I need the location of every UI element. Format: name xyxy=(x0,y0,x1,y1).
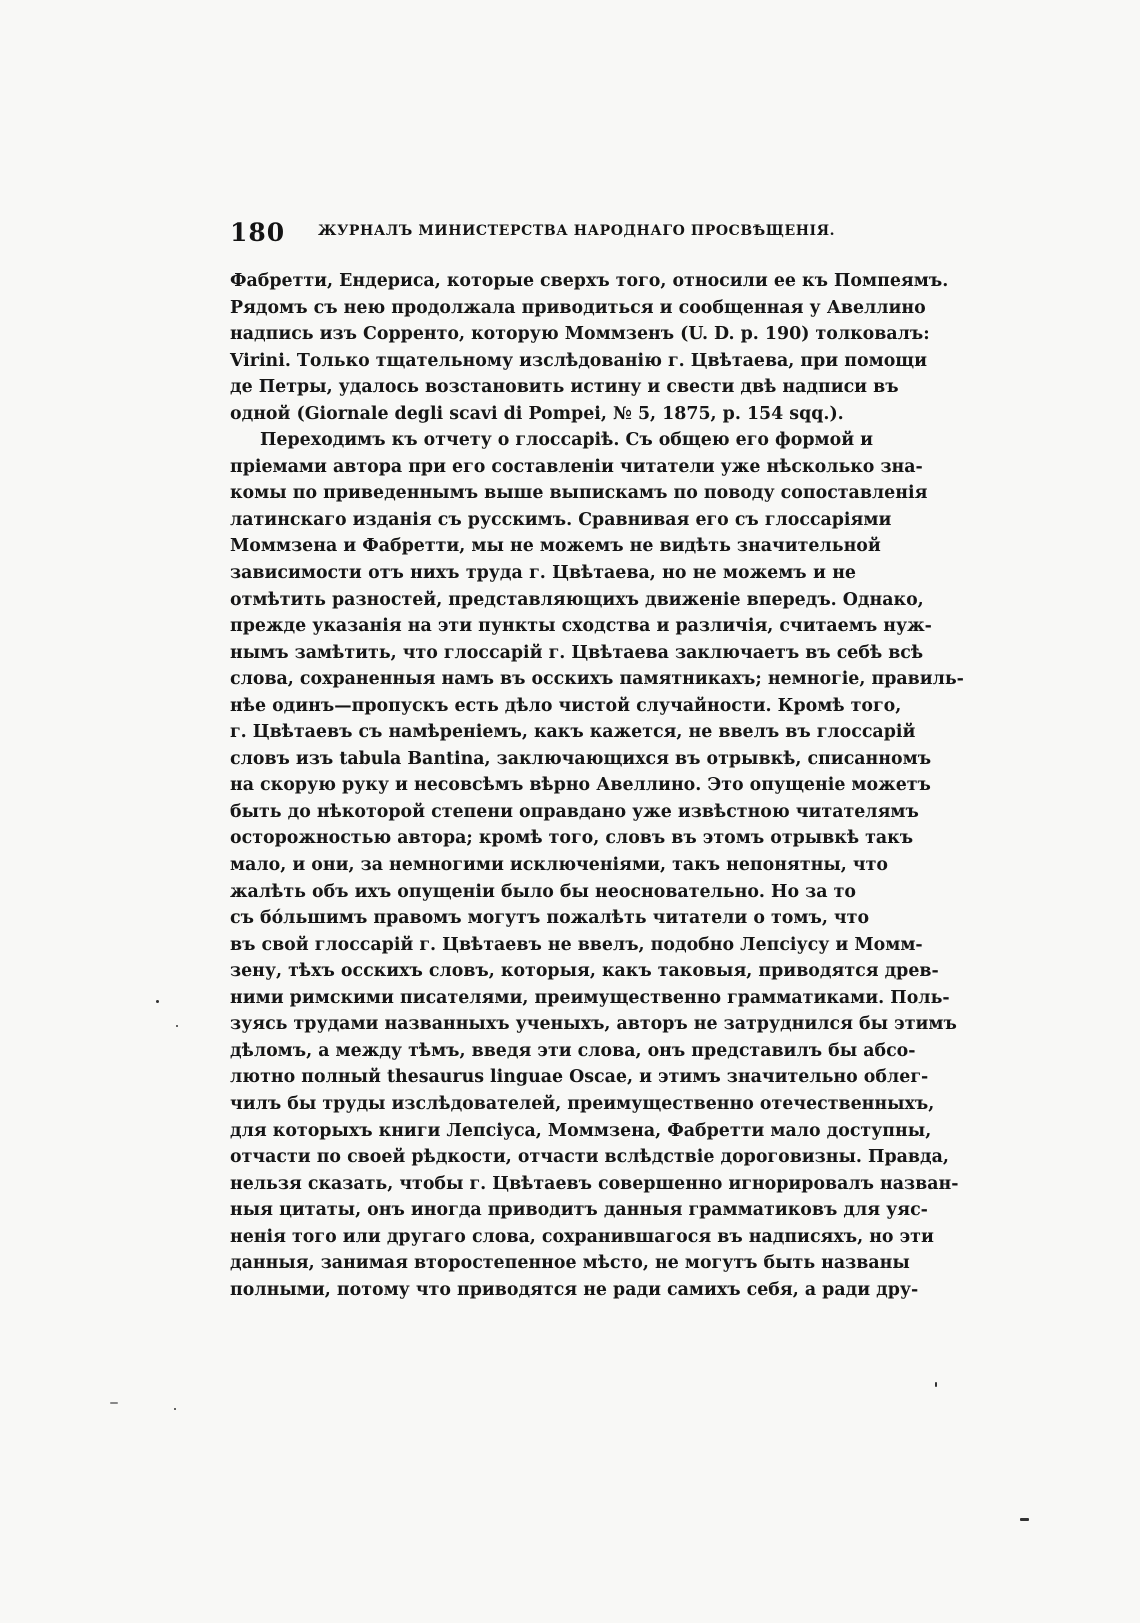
text-line: Фабретти, Ендериса, которые сверхъ того, относили ее къ Помпеямъ. xyxy=(230,271,949,291)
text-line: ныя цитаты, онъ иногда приводитъ данныя грамматиковъ для уяс- xyxy=(230,1200,928,1221)
text-line: для которыхъ книги Лепсіуса, Моммзена, Фабретти мало доступны, xyxy=(230,1120,932,1141)
text-line: жалѣть объ ихъ опущеніи было бы неосновательно. Но за то xyxy=(230,881,856,902)
text-line: дѣломъ, а между тѣмъ, введя эти слова, онъ представилъ бы абсо- xyxy=(230,1040,916,1061)
scan-speck xyxy=(935,1382,937,1387)
scan-speck xyxy=(174,1408,176,1410)
text-line: зуясь трудами названныхъ ученыхъ, авторъ не затруднился бы этимъ xyxy=(230,1014,957,1035)
text-line: чилъ бы труды изслѣдователей, преимущественно отечественныхъ, xyxy=(230,1093,935,1114)
text-line: въ свой глоссарій г. Цвѣтаевъ не ввелъ, подобно Лепсіусу и Момм- xyxy=(230,934,923,955)
text-line: данныя, занимая второстепенное мѣсто, не могутъ быть названы xyxy=(230,1253,910,1274)
text-line: нѣе одинъ—пропускъ есть дѣло чистой случайности. Кромѣ того, xyxy=(230,695,902,716)
page-header xyxy=(230,218,860,258)
text-line: отчасти по своей рѣдкости, отчасти вслѣдствіе дороговизны. Правда, xyxy=(230,1147,949,1168)
page-number: 180 xyxy=(230,218,286,247)
text-line: пріемами автора при его составленіи читатели уже нѣсколько зна- xyxy=(230,456,923,477)
text-line: полными, потому что приводятся не ради самихъ себя, а ради дру- xyxy=(230,1279,919,1300)
text-line: Переходимъ къ отчету о глоссаріѣ. Съ общею его формой и xyxy=(260,430,874,451)
text-line: г. Цвѣтаевъ съ намѣреніемъ, какъ кажется, не ввелъ въ глоссарій xyxy=(230,722,916,743)
scan-speck xyxy=(156,1000,159,1003)
text-line: де Петры, удалось возстановить истину и свести двѣ надписи въ xyxy=(230,377,899,398)
text-line: латинскаго изданія съ русскимъ. Сравнивая его съ глоссаріями xyxy=(230,509,892,530)
text-line: Virini. Только тщательному изслѣдованію г. Цвѣтаева, при помощи xyxy=(230,350,928,371)
text-line: зависимости отъ нихъ труда г. Цвѣтаева, но не можемъ и не xyxy=(230,563,856,584)
text-line: одной (Giornale degli scavi di Pompei, № 5, 1875, p. 154 sqq.). xyxy=(230,403,844,424)
text-line: словъ изъ tabula Bantina, заключающихся въ отрывкѣ, списанномъ xyxy=(230,748,932,769)
text-line: быть до нѣкоторой степени оправдано уже извѣстною читателямъ xyxy=(230,801,919,822)
scan-speck xyxy=(110,1402,118,1404)
text-line: осторожностью автора; кромѣ того, словъ въ этомъ отрывкѣ такъ xyxy=(230,828,914,849)
scan-speck xyxy=(176,1025,178,1027)
running-title: ЖУРНАЛЪ МИНИСТЕРСТВА НАРОДНАГО ПРОСВѢЩЕНІЯ. xyxy=(318,223,836,239)
text-line: Моммзена и Фабретти, мы не можемъ не видѣть значительной xyxy=(230,536,881,557)
text-line: мало, и они, за немногими исключеніями, такъ непонятны, что xyxy=(230,855,888,876)
text-line: прежде указанія на эти пункты сходства и различія, считаемъ нуж- xyxy=(230,616,932,637)
text-line: ненія того или другаго слова, сохранившагося въ надписяхъ, но эти xyxy=(230,1226,934,1247)
text-line: слова, сохраненныя намъ въ осскихъ памятникахъ; немногіе, правиль- xyxy=(230,669,964,690)
text-line: нельзя сказать, чтобы г. Цвѣтаевъ совершенно игнорировалъ назван- xyxy=(230,1173,959,1194)
text-line: Рядомъ съ нею продолжала приводиться и сообщенная у Авеллино xyxy=(230,297,926,318)
scan-speck xyxy=(1020,1518,1029,1521)
text-line: надпись изъ Сорренто, которую Моммзенъ (U. D. p. 190) толковалъ: xyxy=(230,324,930,345)
text-line: лютно полный thesaurus linguae Oscae, и этимъ значительно облег- xyxy=(230,1067,929,1088)
body-text xyxy=(230,268,964,1303)
text-line: зену, тѣхъ осскихъ словъ, которыя, какъ таковыя, приводятся древ- xyxy=(230,961,939,982)
text-line: нымъ замѣтить, что глоссарій г. Цвѣтаева заключаетъ въ себѣ всѣ xyxy=(230,642,924,663)
text-line: комы по приведеннымъ выше выпискамъ по поводу сопоставленія xyxy=(230,483,928,504)
text-line: ними римскими писателями, преимущественно грамматиками. Поль- xyxy=(230,987,950,1008)
text-line: съ бо́льшимъ правомъ могутъ пожалѣть читатели о томъ, что xyxy=(230,908,870,929)
text-line: отмѣтить разностей, представляющихъ движеніе впередъ. Однако, xyxy=(230,589,924,610)
text-line: на скорую руку и несовсѣмъ вѣрно Авеллино. Это опущеніе можетъ xyxy=(230,775,931,796)
